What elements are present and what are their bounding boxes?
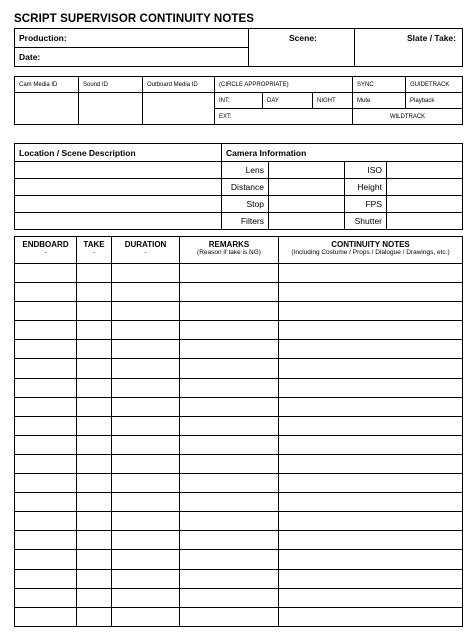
lens-field[interactable] bbox=[269, 162, 345, 179]
duration-cell[interactable] bbox=[112, 264, 180, 283]
location-line[interactable] bbox=[15, 162, 222, 179]
continuity-notes-cell[interactable] bbox=[279, 302, 463, 321]
duration-label: DURATION bbox=[124, 240, 167, 249]
duration-cell[interactable] bbox=[112, 588, 180, 607]
endboard-cell[interactable] bbox=[15, 435, 77, 454]
take-cell[interactable] bbox=[77, 588, 112, 607]
continuity-notes-cell[interactable] bbox=[279, 531, 463, 550]
table-row bbox=[15, 474, 463, 493]
production-label: Production: bbox=[19, 33, 67, 43]
duration-cell[interactable] bbox=[112, 550, 180, 569]
duration-cell[interactable] bbox=[112, 435, 180, 454]
duration-dash: - bbox=[144, 249, 147, 256]
iso-field[interactable] bbox=[387, 162, 463, 179]
remarks-cell[interactable] bbox=[180, 378, 279, 397]
table-row bbox=[15, 493, 463, 512]
sound-id-label: Sound ID bbox=[79, 77, 143, 93]
duration-cell[interactable] bbox=[112, 569, 180, 588]
height-label: Height bbox=[345, 179, 387, 196]
endboard-cell[interactable] bbox=[15, 283, 77, 302]
duration-cell[interactable] bbox=[112, 454, 180, 473]
stop-field[interactable] bbox=[269, 196, 345, 213]
table-row bbox=[15, 283, 463, 302]
endboard-dash: - bbox=[44, 249, 47, 256]
take-cell[interactable] bbox=[77, 512, 112, 531]
cam-media-id-field[interactable] bbox=[15, 93, 79, 125]
endboard-cell[interactable] bbox=[15, 588, 77, 607]
continuity-notes-cell[interactable] bbox=[279, 550, 463, 569]
remarks-cell[interactable] bbox=[180, 550, 279, 569]
day-option[interactable]: DAY bbox=[263, 93, 313, 109]
remarks-cell[interactable] bbox=[180, 302, 279, 321]
table-row bbox=[15, 607, 463, 626]
wildtrack-option[interactable]: WILDTRACK bbox=[353, 109, 463, 125]
location-camera-table bbox=[14, 143, 463, 230]
remarks-cell[interactable] bbox=[180, 493, 279, 512]
endboard-cell[interactable] bbox=[15, 454, 77, 473]
table-row bbox=[15, 397, 463, 416]
table-row bbox=[15, 454, 463, 473]
playback-option[interactable]: Playback bbox=[406, 93, 463, 109]
continuity-notes-cell[interactable] bbox=[279, 607, 463, 626]
date-label: Date: bbox=[19, 52, 41, 62]
endboard-cell[interactable] bbox=[15, 531, 77, 550]
endboard-cell[interactable] bbox=[15, 302, 77, 321]
endboard-cell[interactable] bbox=[15, 359, 77, 378]
date-field[interactable] bbox=[15, 48, 249, 67]
take-cell[interactable] bbox=[77, 569, 112, 588]
endboard-cell[interactable] bbox=[15, 416, 77, 435]
continuity-notes-cell[interactable] bbox=[279, 474, 463, 493]
endboard-label: ENDBOARD bbox=[22, 240, 69, 249]
scene-field[interactable] bbox=[249, 29, 355, 67]
endboard-cell[interactable] bbox=[15, 550, 77, 569]
remarks-cell[interactable] bbox=[180, 512, 279, 531]
table-row bbox=[15, 302, 463, 321]
remarks-cell[interactable] bbox=[180, 435, 279, 454]
page-title: SCRIPT SUPERVISOR CONTINUITY NOTES bbox=[14, 13, 255, 25]
continuity-notes-cell[interactable] bbox=[279, 283, 463, 302]
take-cell[interactable] bbox=[77, 283, 112, 302]
take-dash: - bbox=[92, 249, 96, 256]
continuity-notes-cell[interactable] bbox=[279, 321, 463, 340]
scene-label: Scene: bbox=[289, 33, 317, 43]
fps-field[interactable] bbox=[387, 196, 463, 213]
circle-appropriate-label: (CIRCLE APPROPRIATE) bbox=[215, 77, 353, 93]
duration-cell[interactable] bbox=[112, 607, 180, 626]
endboard-cell[interactable] bbox=[15, 569, 77, 588]
continuity-notes-cell[interactable] bbox=[279, 569, 463, 588]
endboard-cell[interactable] bbox=[15, 397, 77, 416]
night-option[interactable]: NIGHT bbox=[313, 93, 353, 109]
slate-take-field[interactable] bbox=[355, 29, 463, 67]
location-line[interactable] bbox=[15, 213, 222, 230]
remarks-cell[interactable] bbox=[180, 397, 279, 416]
endboard-cell[interactable] bbox=[15, 340, 77, 359]
remarks-cell[interactable] bbox=[180, 588, 279, 607]
table-row bbox=[15, 512, 463, 531]
take-cell[interactable] bbox=[77, 531, 112, 550]
outboard-media-id-label: Outboard Media ID bbox=[143, 77, 215, 93]
continuity-notes-cell[interactable] bbox=[279, 397, 463, 416]
endboard-cell[interactable] bbox=[15, 512, 77, 531]
endboard-cell[interactable] bbox=[15, 264, 77, 283]
take-cell[interactable] bbox=[77, 550, 112, 569]
stop-label: Stop bbox=[222, 196, 269, 213]
cam-media-id-label: Cam Media ID bbox=[15, 77, 79, 93]
remarks-cell[interactable] bbox=[180, 454, 279, 473]
remarks-cell[interactable] bbox=[180, 531, 279, 550]
duration-header bbox=[112, 237, 180, 264]
ext-option[interactable]: EXT: bbox=[215, 109, 353, 125]
location-line[interactable] bbox=[15, 196, 222, 213]
location-header: Location / Scene Description bbox=[15, 144, 222, 162]
take-cell[interactable] bbox=[77, 321, 112, 340]
endboard-cell[interactable] bbox=[15, 474, 77, 493]
remarks-header bbox=[180, 237, 279, 264]
remarks-sub: (Reason if take is NG) bbox=[197, 249, 261, 256]
take-cell[interactable] bbox=[77, 340, 112, 359]
take-cell[interactable] bbox=[77, 454, 112, 473]
height-field[interactable] bbox=[387, 179, 463, 196]
sync-option[interactable]: SYNC bbox=[353, 77, 406, 93]
continuity-notes-label: CONTINUITY NOTES bbox=[331, 240, 410, 249]
lens-label: Lens bbox=[222, 162, 269, 179]
remarks-cell[interactable] bbox=[180, 474, 279, 493]
take-cell[interactable] bbox=[77, 607, 112, 626]
media-table bbox=[14, 76, 463, 125]
endboard-cell[interactable] bbox=[15, 378, 77, 397]
table-row bbox=[15, 321, 463, 340]
remarks-cell[interactable] bbox=[180, 359, 279, 378]
table-row bbox=[15, 416, 463, 435]
remarks-cell[interactable] bbox=[180, 607, 279, 626]
filters-label: Filters bbox=[222, 213, 269, 230]
duration-cell[interactable] bbox=[112, 321, 180, 340]
duration-cell[interactable] bbox=[112, 397, 180, 416]
sound-id-field[interactable] bbox=[79, 93, 143, 125]
take-label: TAKE bbox=[83, 240, 105, 249]
table-row bbox=[15, 435, 463, 454]
take-cell[interactable] bbox=[77, 302, 112, 321]
guidetrack-option[interactable]: GUIDETRACK bbox=[406, 77, 463, 93]
take-cell[interactable] bbox=[77, 493, 112, 512]
endboard-cell[interactable] bbox=[15, 321, 77, 340]
endboard-cell[interactable] bbox=[15, 607, 77, 626]
table-row bbox=[15, 359, 463, 378]
slate-take-label: Slate / Take: bbox=[407, 33, 456, 43]
duration-cell[interactable] bbox=[112, 302, 180, 321]
duration-cell[interactable] bbox=[112, 512, 180, 531]
table-row bbox=[15, 340, 463, 359]
shutter-label: Shutter bbox=[345, 213, 387, 230]
continuity-notes-cell[interactable] bbox=[279, 416, 463, 435]
endboard-cell[interactable] bbox=[15, 493, 77, 512]
takes-log-table bbox=[14, 236, 463, 627]
distance-field[interactable] bbox=[269, 179, 345, 196]
continuity-notes-sub: (Including Costume / Props / Dialogue / Drawings, etc.) bbox=[291, 249, 450, 256]
continuity-notes-cell[interactable] bbox=[279, 435, 463, 454]
take-cell[interactable] bbox=[77, 474, 112, 493]
shutter-field[interactable] bbox=[387, 213, 463, 230]
duration-cell[interactable] bbox=[112, 474, 180, 493]
outboard-media-id-field[interactable] bbox=[143, 93, 215, 125]
duration-cell[interactable] bbox=[112, 359, 180, 378]
table-row bbox=[15, 588, 463, 607]
duration-cell[interactable] bbox=[112, 493, 180, 512]
continuity-notes-header bbox=[279, 237, 463, 264]
continuity-notes-cell[interactable] bbox=[279, 454, 463, 473]
remarks-cell[interactable] bbox=[180, 569, 279, 588]
table-row bbox=[15, 550, 463, 569]
continuity-notes-cell[interactable] bbox=[279, 340, 463, 359]
mute-option[interactable]: Mute bbox=[353, 93, 406, 109]
take-cell[interactable] bbox=[77, 435, 112, 454]
continuity-notes-cell[interactable] bbox=[279, 359, 463, 378]
camera-info-header: Camera Information bbox=[222, 144, 463, 162]
continuity-notes-cell[interactable] bbox=[279, 493, 463, 512]
distance-label: Distance bbox=[222, 179, 269, 196]
production-field[interactable] bbox=[15, 29, 249, 48]
location-line[interactable] bbox=[15, 179, 222, 196]
table-row bbox=[15, 531, 463, 550]
remarks-cell[interactable] bbox=[180, 340, 279, 359]
table-row bbox=[15, 378, 463, 397]
take-cell[interactable] bbox=[77, 378, 112, 397]
duration-cell[interactable] bbox=[112, 378, 180, 397]
take-cell[interactable] bbox=[77, 359, 112, 378]
table-row bbox=[15, 569, 463, 588]
continuity-notes-cell[interactable] bbox=[279, 264, 463, 283]
continuity-notes-cell[interactable] bbox=[279, 378, 463, 397]
remarks-cell[interactable] bbox=[180, 321, 279, 340]
table-row bbox=[15, 264, 463, 283]
remarks-cell[interactable] bbox=[180, 416, 279, 435]
take-cell[interactable] bbox=[77, 397, 112, 416]
take-cell[interactable] bbox=[77, 264, 112, 283]
header-table bbox=[14, 28, 463, 67]
filters-field[interactable] bbox=[269, 213, 345, 230]
iso-label: ISO bbox=[345, 162, 387, 179]
remarks-cell[interactable] bbox=[180, 264, 279, 283]
fps-label: FPS bbox=[345, 196, 387, 213]
remarks-label: REMARKS bbox=[208, 240, 250, 249]
duration-cell[interactable] bbox=[112, 340, 180, 359]
continuity-notes-cell[interactable] bbox=[279, 512, 463, 531]
endboard-header bbox=[15, 237, 77, 264]
duration-cell[interactable] bbox=[112, 283, 180, 302]
duration-cell[interactable] bbox=[112, 416, 180, 435]
int-option[interactable]: INT: bbox=[215, 93, 263, 109]
remarks-cell[interactable] bbox=[180, 283, 279, 302]
continuity-notes-cell[interactable] bbox=[279, 588, 463, 607]
take-header bbox=[77, 237, 112, 264]
take-cell[interactable] bbox=[77, 416, 112, 435]
duration-cell[interactable] bbox=[112, 531, 180, 550]
